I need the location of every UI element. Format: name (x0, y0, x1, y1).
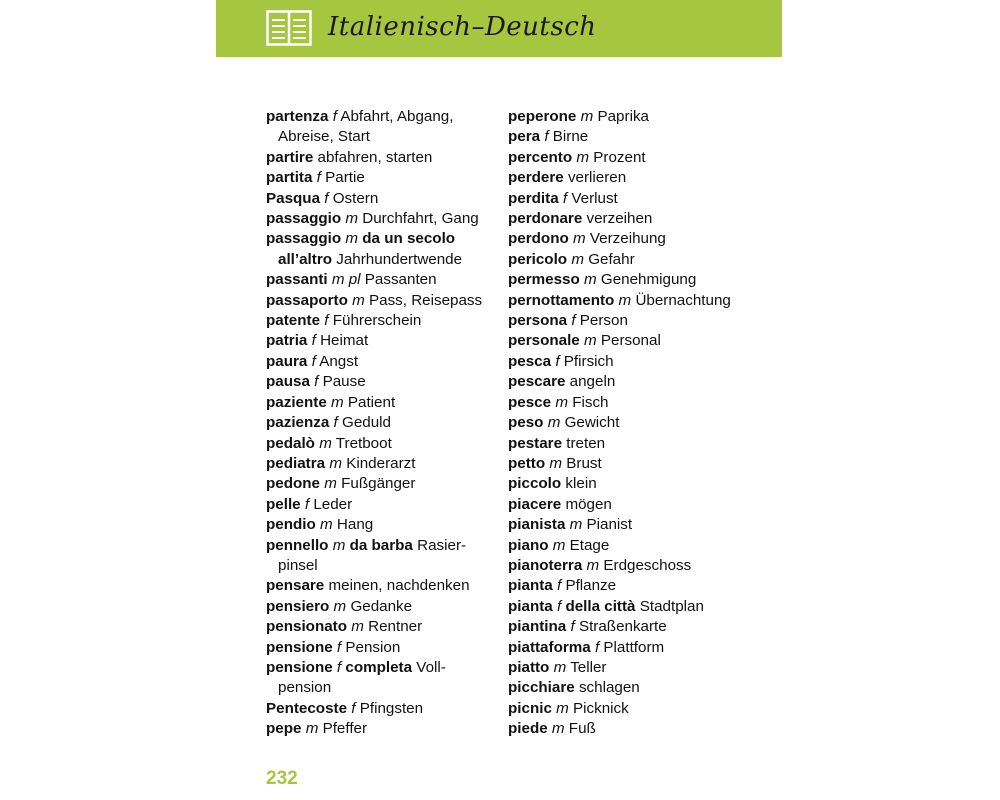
dictionary-entry (266, 413, 496, 433)
entry-gender: m (319, 434, 332, 452)
entry-gender: f (333, 414, 338, 432)
dictionary-entry (508, 454, 768, 474)
entry-headword: pedone (266, 475, 321, 493)
entry-headword: pelle (266, 495, 301, 513)
dictionary-entry (508, 434, 768, 454)
entry-headword: passaggio (266, 230, 342, 248)
entry-headword: pennello (266, 536, 329, 554)
entry-translation: verzeihen (586, 210, 653, 228)
dictionary-entry (508, 352, 768, 372)
entry-headword: passaporto (266, 291, 348, 309)
entry-translation: Pianist (586, 516, 633, 534)
dictionary-column-left (266, 107, 496, 740)
dictionary-entry (266, 617, 496, 637)
entry-gender: f (571, 312, 576, 330)
dictionary-entry (266, 576, 496, 596)
dictionary-entry (508, 678, 768, 698)
book-icon (266, 10, 312, 46)
entry-gender: m (571, 250, 584, 268)
entry-headword: pediatra (266, 454, 326, 472)
entry-gender: f (311, 352, 316, 370)
entry-headword: pensare (266, 577, 325, 595)
dictionary-entry (508, 148, 768, 168)
entry-headword: pianta (508, 597, 553, 615)
entry-translation: Straßenkarte (578, 618, 667, 636)
entry-gender: f (324, 189, 329, 207)
entry-gender: m (552, 536, 566, 554)
entry-translation: Etage (569, 536, 610, 554)
entry-translation: treten (566, 434, 606, 452)
dictionary-entry (266, 270, 496, 290)
entry-headword: pianista (508, 516, 566, 534)
entry-gender: m (329, 454, 342, 472)
entry-headword: perdonare (508, 210, 583, 228)
dictionary-entry (266, 148, 496, 168)
entry-headword: pestare (508, 434, 563, 452)
page-title: Italienisch–Deutsch (328, 12, 597, 42)
dictionary-entry (266, 515, 496, 535)
entry-translation: Verlust (571, 189, 618, 207)
entry-translation: Brust (566, 454, 602, 472)
entry-headword: pensiero (266, 597, 330, 615)
entry-headword: pera (508, 128, 541, 146)
entry-gender: f (556, 577, 562, 595)
entry-translation: Pfingsten (359, 699, 424, 717)
dictionary-entry (508, 576, 768, 596)
entry-headword: paura (266, 352, 308, 370)
entry-translation: verlieren (567, 169, 627, 187)
entry-gender: m (576, 148, 590, 166)
dictionary-entry (508, 597, 768, 617)
entry-headword: pesca (508, 352, 552, 370)
page-number: 232 (266, 768, 298, 789)
entry-headword: pensione (266, 658, 333, 676)
entry-headword: persona (508, 312, 568, 330)
entry-gender: f (594, 638, 600, 656)
dictionary-entry (508, 189, 768, 209)
entry-phrase: da un secolo all’altro (278, 230, 456, 268)
entry-translation: Verzeihung (589, 230, 666, 248)
entry-phrase: della città (565, 597, 636, 615)
entry-headword: piacere (508, 495, 562, 513)
entry-headword: partire (266, 148, 314, 166)
entry-translation: Abfahrt, Abgang, Abreise, Start (278, 108, 454, 146)
entry-gender: m (332, 536, 346, 554)
dictionary-entry (266, 638, 496, 658)
entry-translation: Gedanke (350, 597, 413, 615)
entry-gender: m (305, 720, 319, 738)
entry-translation: Birne (552, 128, 589, 146)
entry-gender: f (351, 699, 356, 717)
dictionary-entry (266, 311, 496, 331)
dictionary-entry (266, 393, 496, 413)
entry-translation: Fisch (572, 393, 609, 411)
entry-gender: m (583, 332, 597, 350)
entry-translation: Pfirsich (563, 352, 614, 370)
entry-headword: piccolo (508, 475, 562, 493)
entry-headword: piattaforma (508, 638, 591, 656)
entry-headword: piatto (508, 658, 550, 676)
entry-translation: mögen (565, 495, 612, 513)
entry-translation: Ostern (332, 189, 379, 207)
dictionary-entry (266, 291, 496, 311)
entry-translation: Leder (313, 495, 353, 513)
entry-gender: f (336, 658, 342, 676)
dictionary-entry (508, 699, 768, 719)
entry-headword: picnic (508, 699, 552, 717)
dictionary-entry (266, 597, 496, 617)
entry-gender: m (324, 475, 337, 493)
entry-translation: Führerschein (332, 312, 422, 330)
entry-translation: Personal (600, 332, 661, 350)
entry-translation: Hang (336, 516, 374, 534)
dictionary-entry (508, 617, 768, 637)
entry-translation: meinen, nachdenken (328, 577, 470, 595)
entry-gender: m (553, 658, 567, 676)
entry-gender: m (547, 414, 561, 432)
dictionary-entry (508, 270, 768, 290)
entry-gender: m (351, 618, 364, 636)
dictionary-entry (266, 209, 496, 229)
entry-gender: m (580, 108, 594, 125)
entry-headword: partenza (266, 108, 329, 125)
entry-translation: Stadtplan (639, 597, 704, 615)
entry-gender: f (314, 373, 319, 391)
entry-translation: Paprika (597, 108, 649, 125)
entry-gender: f (316, 169, 321, 187)
dictionary-entry (508, 536, 768, 556)
entry-headword: partita (266, 169, 313, 187)
entry-translation: angeln (569, 373, 616, 391)
entry-translation: Partie (325, 169, 365, 187)
entry-translation: klein (565, 475, 597, 493)
dictionary-entry (266, 719, 496, 739)
dictionary-entry (508, 372, 768, 392)
entry-translation: Gewicht (564, 414, 620, 432)
dictionary-entry (266, 454, 496, 474)
entry-headword: petto (508, 454, 546, 472)
entry-translation: Voll-pension (278, 658, 446, 697)
entry-gender: m (320, 516, 333, 534)
entry-gender: m (584, 271, 597, 289)
entry-headword: piantina (508, 618, 567, 636)
dictionary-entry (266, 331, 496, 351)
entry-headword: piano (508, 536, 549, 554)
entry-gender: f (332, 108, 337, 125)
dictionary-entry (266, 474, 496, 494)
dictionary-entry (266, 536, 496, 577)
entry-gender: m (345, 210, 359, 228)
entry-gender: m (551, 720, 565, 738)
entry-headword: passanti (266, 271, 328, 289)
entry-headword: paziente (266, 393, 327, 411)
dictionary-entry (508, 515, 768, 535)
entry-translation: Fuß (568, 720, 596, 738)
entry-translation: Patient (347, 393, 396, 411)
entry-translation: Teller (570, 658, 607, 676)
entry-translation: Durchfahrt, Gang (362, 210, 479, 228)
dictionary-entry (508, 556, 768, 576)
entry-translation: Kinderarzt (346, 454, 416, 472)
dictionary-column-right (508, 107, 768, 740)
entry-headword: perdita (508, 189, 559, 207)
entry-translation: Geduld (342, 414, 391, 432)
entry-translation: Pension (345, 638, 401, 656)
entry-headword: pericolo (508, 250, 568, 268)
entry-translation: Gefahr (588, 250, 635, 268)
entry-phrase: da barba (349, 536, 413, 554)
entry-translation: Pass, Reisepass (369, 291, 483, 309)
dictionary-entry (508, 638, 768, 658)
dictionary-entry (266, 658, 496, 699)
entry-translation: Pause (322, 373, 366, 391)
entry-gender: m (549, 454, 563, 472)
entry-gender: m (556, 699, 569, 717)
entry-gender: f (336, 638, 342, 656)
entry-translation: Übernachtung (635, 291, 731, 309)
entry-headword: peso (508, 414, 544, 432)
entry-gender: f (311, 332, 316, 350)
entry-translation: Passanten (364, 271, 437, 289)
entry-headword: picchiare (508, 679, 575, 697)
entry-headword: pensionato (266, 618, 348, 636)
entry-translation: Pfeffer (322, 720, 368, 738)
entry-headword: pianoterra (508, 556, 583, 574)
entry-gender: f (556, 597, 562, 615)
entry-headword: pazienza (266, 414, 330, 432)
dictionary-entry (508, 311, 768, 331)
entry-translation: Fußgänger (341, 475, 416, 493)
entry-headword: pesce (508, 393, 552, 411)
entry-headword: permesso (508, 271, 580, 289)
dictionary-entry (266, 229, 496, 270)
entry-translation: Erdgeschoss (603, 556, 692, 574)
entry-gender: m (569, 516, 583, 534)
dictionary-entry (508, 474, 768, 494)
entry-headword: Pentecoste (266, 699, 348, 717)
entry-headword: Pasqua (266, 189, 321, 207)
entry-headword: peperone (508, 108, 577, 125)
entry-translation: Tretboot (335, 434, 392, 452)
dictionary-entry (508, 209, 768, 229)
entry-gender: m (572, 230, 586, 248)
entry-translation: Rentner (368, 618, 423, 636)
dictionary-entry (266, 434, 496, 454)
dictionary-entry (508, 413, 768, 433)
entry-gender: m (331, 393, 344, 411)
entry-headword: pendio (266, 516, 316, 534)
entry-gender: m (555, 393, 568, 411)
dictionary-entry (266, 189, 496, 209)
entry-translation: Person (579, 312, 628, 330)
dictionary-entry (266, 372, 496, 392)
entry-gender: f (544, 128, 549, 146)
entry-headword: perdono (508, 230, 569, 248)
entry-translation: Rasier-pinsel (278, 536, 467, 574)
entry-translation: abfahren, starten (317, 148, 433, 166)
dictionary-entry (508, 719, 768, 739)
entry-translation: Jahrhundertwende (336, 250, 463, 268)
entry-gender: m (586, 556, 600, 574)
dictionary-entry (508, 331, 768, 351)
entry-translation: Plattform (603, 638, 665, 656)
dictionary-entry (508, 168, 768, 188)
entry-gender: f (304, 495, 310, 513)
entry-headword: pernottamento (508, 291, 615, 309)
entry-headword: personale (508, 332, 580, 350)
entry-headword: patria (266, 332, 308, 350)
dictionary-entry (266, 352, 496, 372)
entry-gender: f (562, 189, 568, 207)
entry-gender: f (555, 352, 560, 370)
entry-headword: perdere (508, 169, 564, 187)
entry-translation: Angst (319, 352, 359, 370)
entry-translation: Pflanze (565, 577, 617, 595)
dictionary-entry (508, 495, 768, 515)
entry-headword: passaggio (266, 210, 342, 228)
dictionary-entry (508, 393, 768, 413)
entry-gender: f (570, 618, 575, 636)
entry-translation: Heimat (320, 332, 369, 350)
dictionary-entry (266, 495, 496, 515)
dictionary-entry (508, 127, 768, 147)
entry-headword: pausa (266, 373, 310, 391)
header-bar (216, 0, 782, 57)
entry-phrase: completa (345, 658, 413, 676)
dictionary-entry (266, 699, 496, 719)
entry-headword: pedalò (266, 434, 315, 452)
entry-gender: f (324, 312, 329, 330)
entry-translation: schlagen (578, 679, 640, 697)
entry-headword: patente (266, 312, 321, 330)
dictionary-entry (266, 107, 496, 148)
entry-headword: pescare (508, 373, 566, 391)
entry-headword: piede (508, 720, 548, 738)
entry-gender: m (345, 230, 359, 248)
entry-gender: m (333, 597, 347, 615)
dictionary-entry (508, 291, 768, 311)
entry-headword: percento (508, 148, 573, 166)
entry-gender: m (352, 291, 365, 309)
entry-headword: pensione (266, 638, 333, 656)
entry-gender: m pl (331, 271, 361, 289)
dictionary-entry (508, 250, 768, 270)
entry-translation: Genehmigung (600, 271, 697, 289)
entry-headword: pianta (508, 577, 553, 595)
dictionary-entry (508, 107, 768, 127)
entry-gender: m (618, 291, 632, 309)
entry-translation: Picknick (573, 699, 629, 717)
dictionary-entry (508, 229, 768, 249)
entry-translation: Prozent (593, 148, 646, 166)
dictionary-entry (266, 168, 496, 188)
dictionary-entry (508, 658, 768, 678)
entry-headword: pepe (266, 720, 302, 738)
